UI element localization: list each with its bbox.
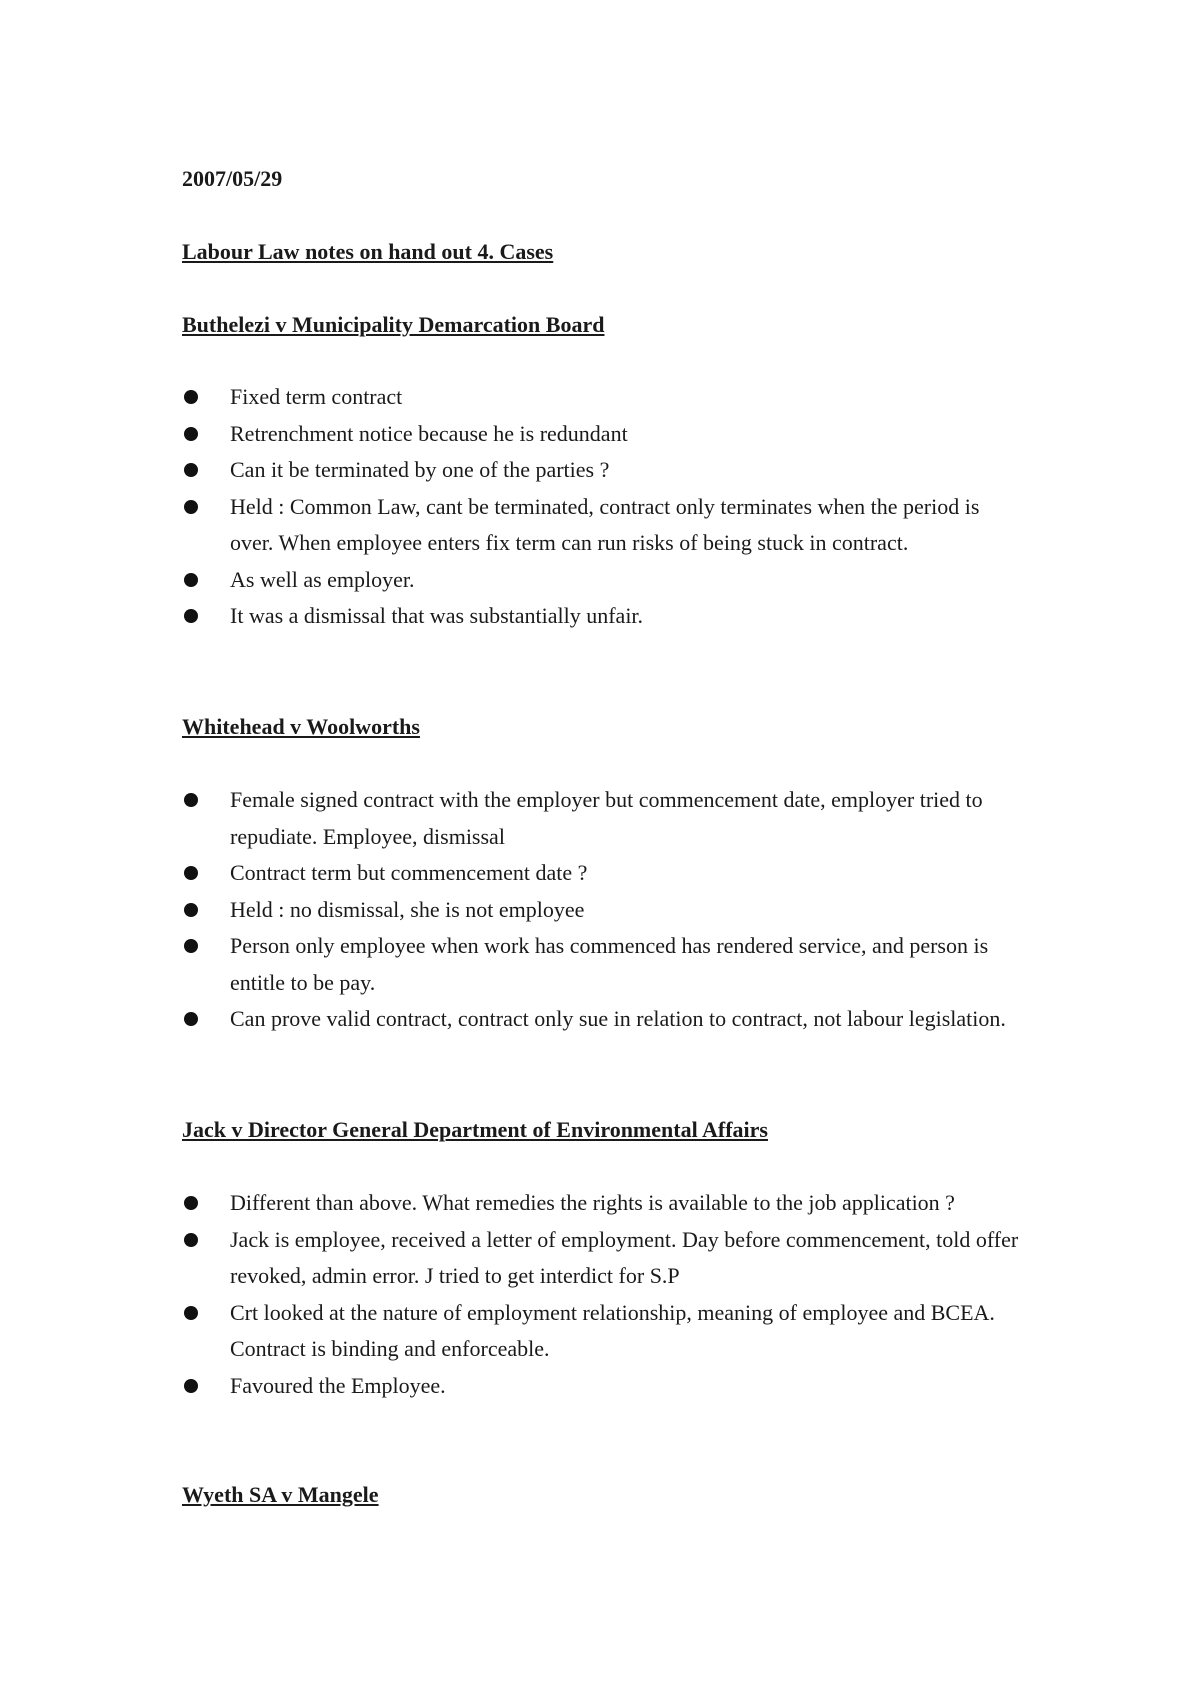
list-item: Fixed term contract <box>182 379 1022 416</box>
case-heading-jack: Jack v Director General Department of Environmental Affairs <box>182 1117 768 1142</box>
list-item: Favoured the Employee. <box>182 1368 1022 1405</box>
bullet-icon <box>184 390 198 404</box>
list-item: It was a dismissal that was substantially unfair. <box>182 598 1022 635</box>
case-heading-wyeth: Wyeth SA v Mangele <box>182 1482 379 1507</box>
list-item: Held : Common Law, cant be terminated, contract only terminates when the period is over. When employee enters fix term can run risks of being stuck in contract. <box>182 489 1022 562</box>
case-heading-whitehead: Whitehead v Woolworths <box>182 714 420 739</box>
case-bullets-buthelezi <box>182 379 1022 635</box>
list-item: Can prove valid contract, contract only sue in relation to contract, not labour legislation. <box>182 1001 1022 1038</box>
case-bullets-whitehead <box>182 782 1022 1038</box>
document-title: Labour Law notes on hand out 4. Cases <box>182 239 554 264</box>
list-item: Female signed contract with the employer but commencement date, employer tried to repudiate. Employee, dismissal <box>182 782 1022 855</box>
case-heading-buthelezi: Buthelezi v Municipality Demarcation Board <box>182 312 605 337</box>
list-item: Crt looked at the nature of employment relationship, meaning of employee and BCEA. Contract is binding and enforceable. <box>182 1295 1022 1368</box>
bullet-icon <box>184 793 198 807</box>
bullet-icon <box>184 427 198 441</box>
bullet-icon <box>184 609 198 623</box>
bullet-icon <box>184 1306 198 1320</box>
bullet-icon <box>184 1379 198 1393</box>
document-date: 2007/05/29 <box>182 166 283 191</box>
bullet-icon <box>184 1196 198 1210</box>
list-item: As well as employer. <box>182 562 1022 599</box>
list-item: Held : no dismissal, she is not employee <box>182 892 1022 929</box>
bullet-icon <box>184 866 198 880</box>
list-item: Person only employee when work has commenced has rendered service, and person is entitle to be pay. <box>182 928 1022 1001</box>
bullet-icon <box>184 463 198 477</box>
bullet-icon <box>184 500 198 514</box>
bullet-icon <box>184 1233 198 1247</box>
bullet-icon <box>184 573 198 587</box>
list-item: Contract term but commencement date ? <box>182 855 1022 892</box>
list-item: Retrenchment notice because he is redundant <box>182 416 1022 453</box>
case-bullets-jack <box>182 1185 1022 1404</box>
list-item: Different than above. What remedies the rights is available to the job application ? <box>182 1185 1022 1222</box>
bullet-icon <box>184 1012 198 1026</box>
list-item: Jack is employee, received a letter of employment. Day before commencement, told offer revoked, admin error. J tried to get interdict for S.P <box>182 1222 1022 1295</box>
bullet-icon <box>184 939 198 953</box>
list-item: Can it be terminated by one of the parties ? <box>182 452 1022 489</box>
bullet-icon <box>184 903 198 917</box>
